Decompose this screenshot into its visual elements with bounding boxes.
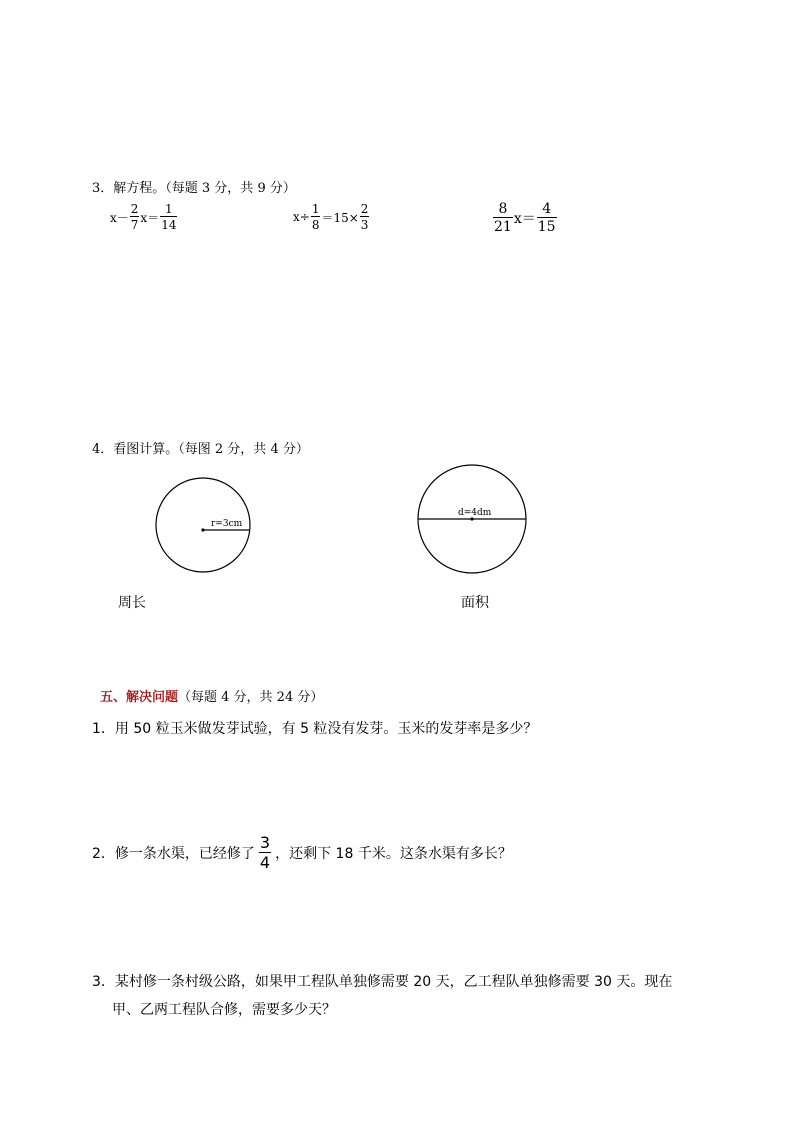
q3-title: 3．解方程。（每题 3 分，共 9 分） [92,181,296,196]
section5-note: （每题 4 分，共 24 分） [178,690,324,705]
fraction: $\frac{8}{21}$ [494,201,512,235]
equation-1: x－ $\frac{2}{7}$ x＝ $\frac{1}{14}$ [110,202,177,232]
section5-title: 五、解决问题 [100,690,179,705]
equation-3: $\frac{8}{21}$ x＝ $\frac{4}{15}$ [494,201,556,235]
problem-2: 2．修一条水渠，已经修了 $\frac{3}{4}$ ，还剩下 18 千米。这条水渠有多长？ [92,833,512,872]
fraction: $\frac{4}{15}$ [537,201,556,235]
fraction: $\frac{3}{4}$ [259,833,271,872]
equation-2: x÷ $\frac{1}{8}$ ＝15× $\frac{2}{3}$ [293,202,369,232]
q4-title: 4．看图计算。（每图 2 分，共 4 分） [92,442,309,457]
center-dot [201,528,204,531]
problem-3-line1: 3．某村修一条村级公路，如果甲工程队单独修需要 20 天，乙工程队单独修需要 30 天。现在 [92,974,673,990]
radius-label: r=3cm [211,519,243,529]
diameter-label: d=4dm [458,508,492,518]
caption-perimeter: 周长 [118,595,146,611]
section5-heading [100,686,323,705]
problem-1: 1．用 50 粒玉米做发芽试验，有 5 粒没有发芽。玉米的发芽率是多少？ [92,721,538,737]
fraction: $\frac{2}{7}$ [130,202,139,232]
fraction: $\frac{1}{8}$ [311,202,320,232]
circle-radius-figure [150,472,260,578]
circle-diameter-figure [412,462,532,580]
fraction: $\frac{1}{14}$ [161,202,177,232]
fraction: $\frac{2}{3}$ [360,202,369,232]
problem-3-line2: 甲、乙两工程队合修，需要多少天？ [112,1002,336,1018]
caption-area: 面积 [461,595,489,611]
